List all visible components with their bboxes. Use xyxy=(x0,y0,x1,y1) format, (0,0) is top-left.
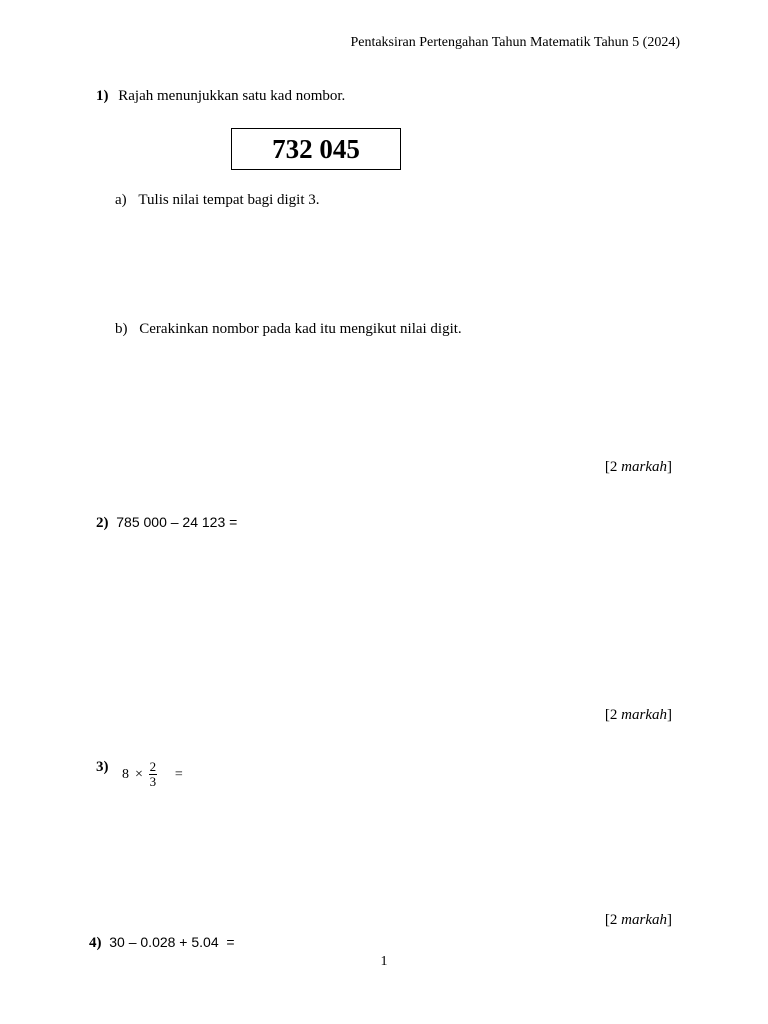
marks-label xyxy=(605,706,672,724)
marks-word: markah xyxy=(621,912,667,928)
page-number: 1 xyxy=(380,954,388,969)
fraction-numerator: 2 xyxy=(149,759,157,774)
question-expression xyxy=(122,760,183,789)
marks-open: [2 xyxy=(604,912,622,928)
question-3 xyxy=(96,758,109,776)
fraction xyxy=(149,760,157,789)
number-card-value: 732 045 xyxy=(272,133,360,164)
marks-word: markah xyxy=(621,707,667,723)
subquestion-text: Tulis nilai tempat bagi digit 3. xyxy=(138,192,320,208)
question-2 xyxy=(96,513,237,532)
whole-number: 8 xyxy=(122,766,129,782)
question-1 xyxy=(96,87,345,105)
question-number: 2) xyxy=(96,515,109,531)
number-card xyxy=(231,128,401,170)
question-number: 1) xyxy=(96,88,109,104)
question-1b xyxy=(115,320,462,338)
marks-label xyxy=(605,911,672,929)
question-number: 4) xyxy=(89,935,102,951)
marks-word: markah xyxy=(621,459,667,475)
fraction-denominator: 3 xyxy=(149,774,157,789)
subquestion-label: a) xyxy=(115,192,127,208)
question-expression: 30 – 0.028 + 5.04 = xyxy=(109,934,235,950)
question-text: Rajah menunjukkan satu kad nombor. xyxy=(118,88,346,104)
multiply-sign: × xyxy=(135,766,143,782)
question-expression: 785 000 – 24 123 = xyxy=(116,514,238,530)
marks-open: [2 xyxy=(604,459,622,475)
marks-open: [2 xyxy=(604,707,622,723)
question-number: 3) xyxy=(96,759,109,775)
equals-sign: = xyxy=(174,766,183,782)
page-header: Pentaksiran Pertengahan Tahun Matematik Tahun 5 (2024) xyxy=(350,35,680,50)
marks-close: ] xyxy=(667,912,672,928)
marks-label xyxy=(605,458,672,476)
marks-close: ] xyxy=(667,707,672,723)
question-4 xyxy=(89,933,235,952)
subquestion-label: b) xyxy=(115,321,128,337)
question-1a xyxy=(115,191,320,209)
marks-close: ] xyxy=(667,459,672,475)
subquestion-text: Cerakinkan nombor pada kad itu mengikut nilai digit. xyxy=(139,321,462,337)
